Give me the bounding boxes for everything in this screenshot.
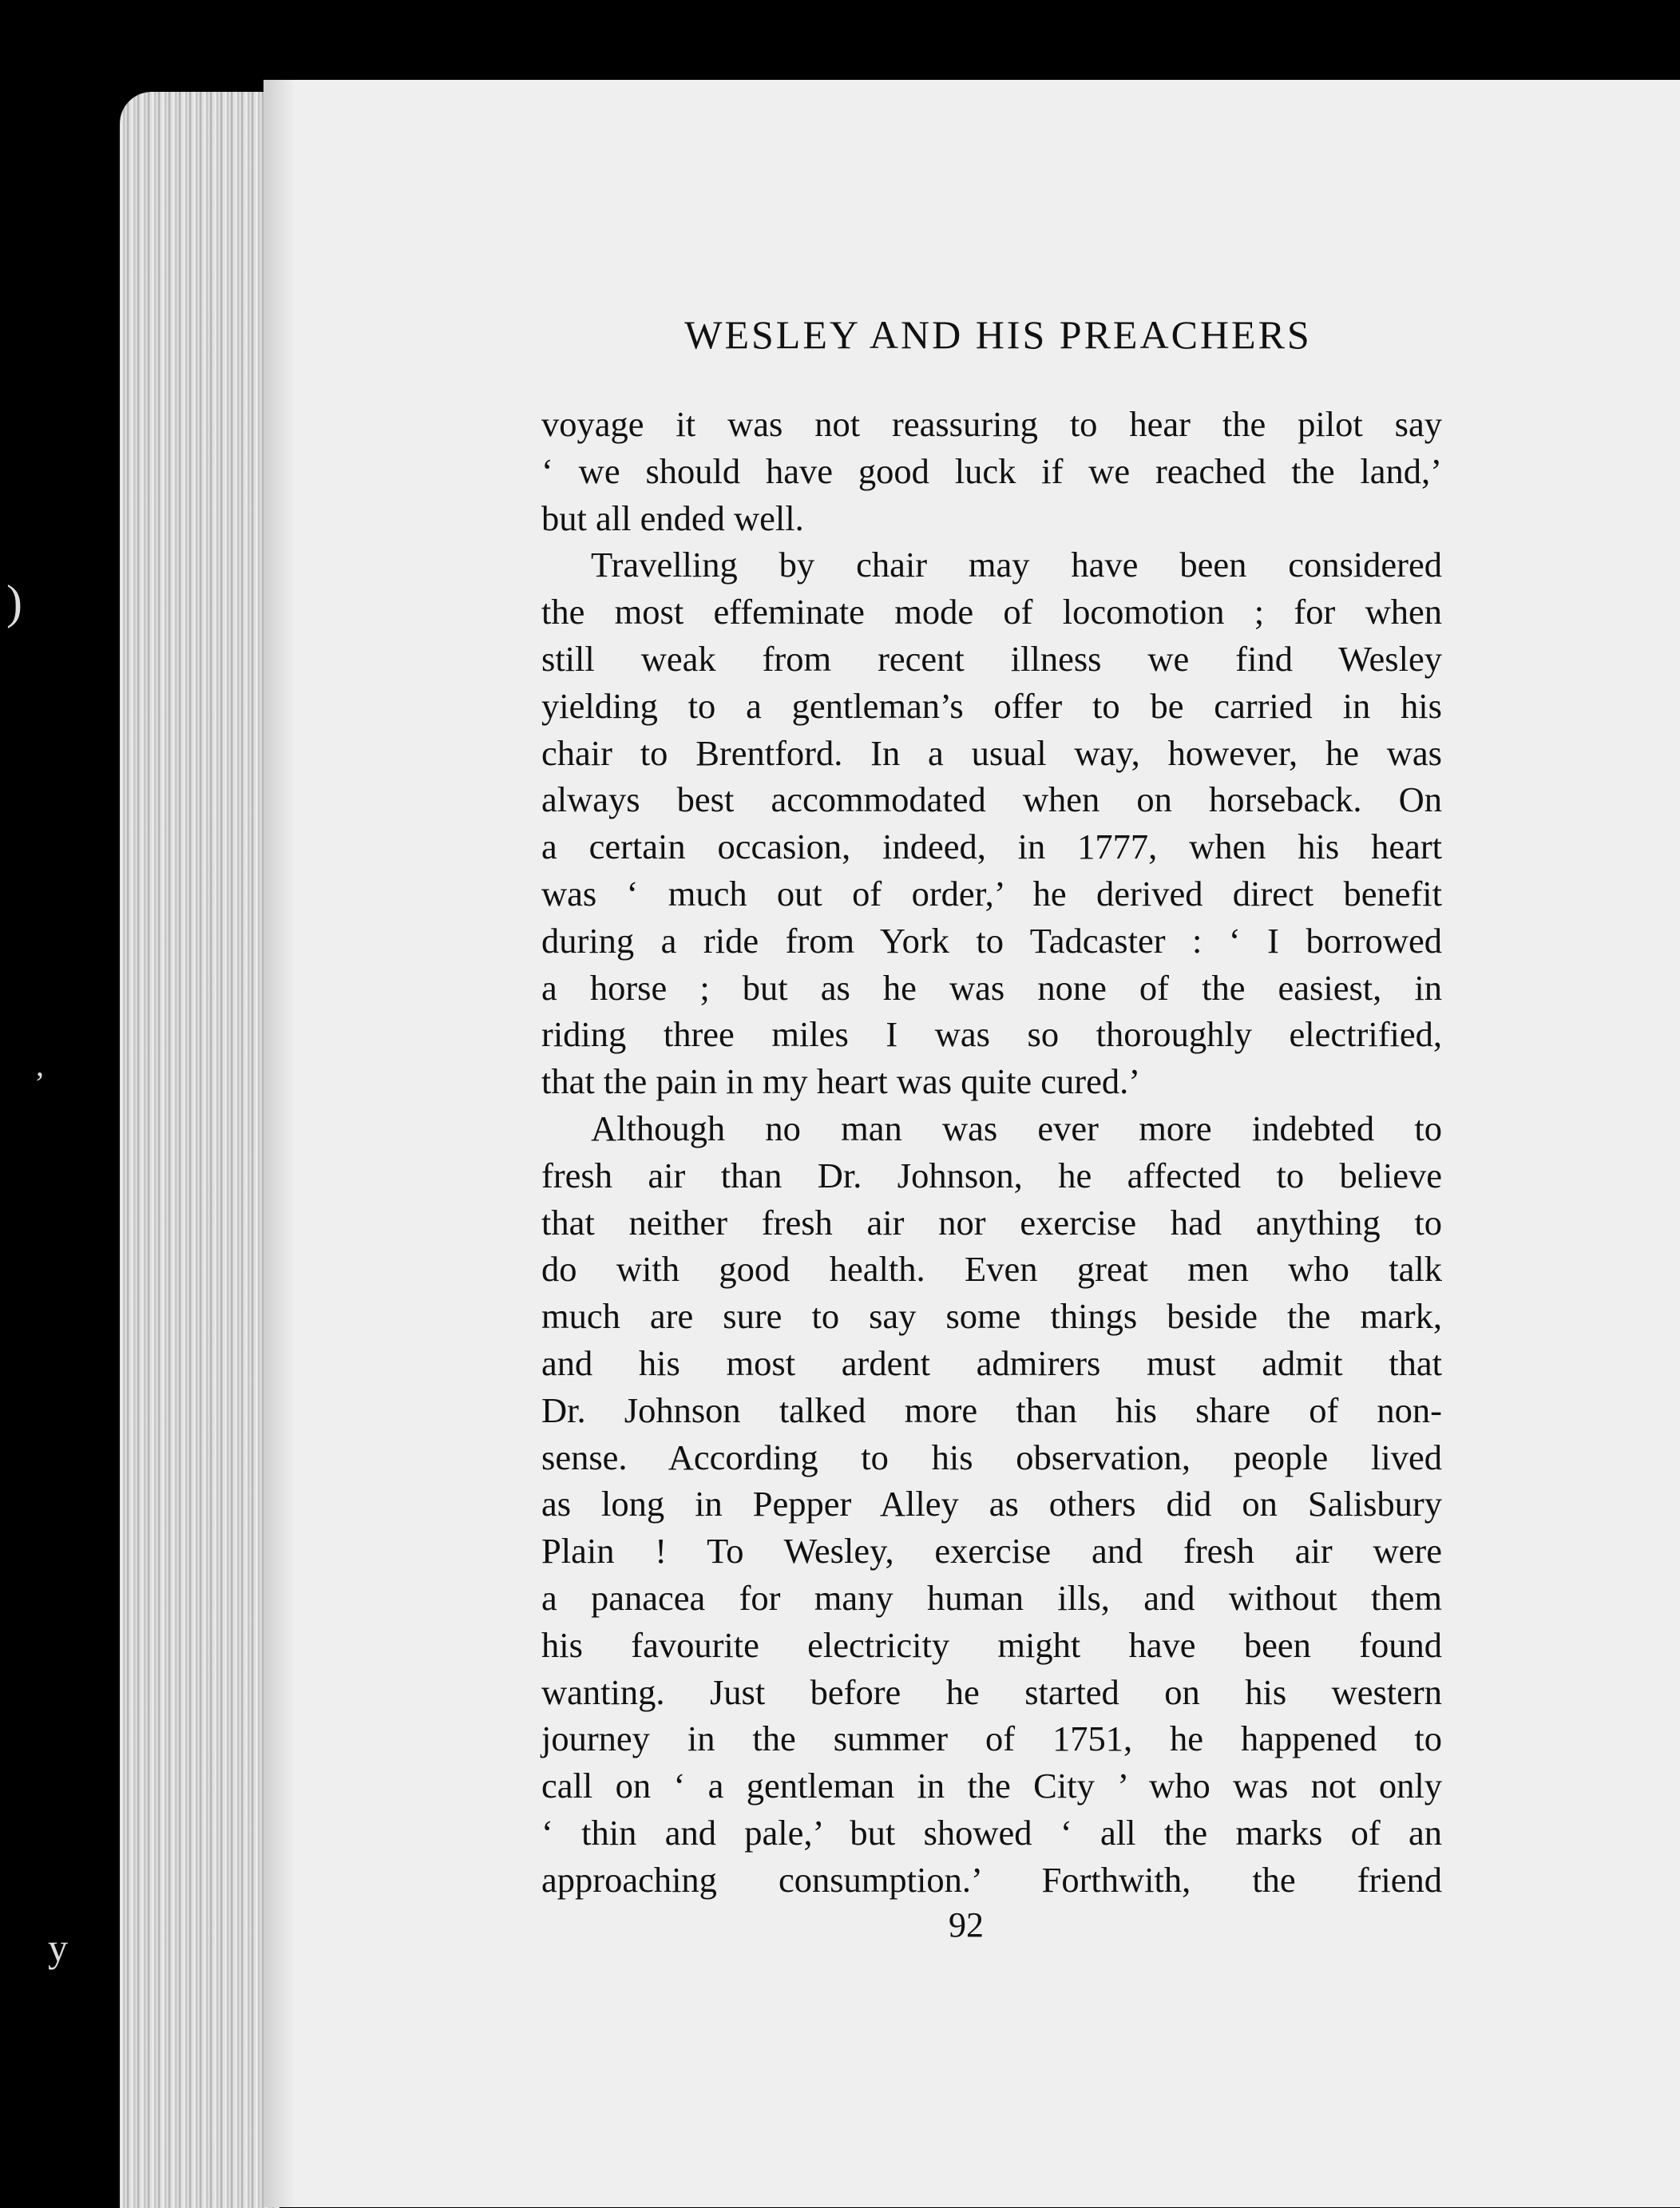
text-line: do with good health. Even great men who talk [541,1249,1442,1290]
margin-speck: ) [6,576,22,628]
text-line: a horse ; but as he was none of the easiest, in [541,967,1442,1008]
text-line: as long in Pepper Alley as others did on Salisbury [541,1484,1442,1524]
text-line: always best accommodated when on horseback. On [541,779,1442,820]
text-line: still weak from recent illness we find Wesley [541,638,1442,679]
text-line: was ‘ much out of order,’ he derived direct benefit [541,873,1442,914]
text-line: but all ended well. [541,497,804,538]
text-line: much are sure to say some things beside the mark, [541,1296,1442,1337]
text-line: and his most ardent admirers must admit that [541,1342,1442,1383]
text-line: yielding to a gentleman’s offer to be carried in his [541,685,1442,726]
text-line: Travelling by chair may have been considered [591,545,1442,585]
page-edges [120,92,279,2208]
text-line: that the pain in my heart was quite cured.’ [541,1061,1141,1102]
text-line: chair to Brentford. In a usual way, however, he was [541,732,1442,773]
text-line: the most effeminate mode of locomotion ; for when [541,592,1442,632]
margin-speck: y [48,1925,68,1970]
text-line: approaching consumption.’ Forthwith, the friend [541,1859,1442,1900]
text-line: his favourite electricity might have been found [541,1624,1442,1665]
text-line: sense. According to his observation, people lived [541,1437,1442,1477]
text-line: journey in the summer of 1751, he happened to [541,1718,1442,1759]
text-line: wanting. Just before he started on his western [541,1671,1442,1712]
margin-speck: , [36,1047,44,1083]
text-line: voyage it was not reassuring to hear the pilot say [541,404,1442,444]
running-head: WESLEY AND HIS PREACHERS [684,312,1312,357]
page-number: 92 [949,1905,984,1944]
text-line: riding three miles I was so thoroughly electrified, [541,1014,1442,1055]
text-line: during a ride from York to Tadcaster : ‘ I borrowed [541,920,1442,961]
text-line: fresh air than Dr. Johnson, he affected to believe [541,1155,1442,1195]
text-line: Plain ! To Wesley, exercise and fresh air were [541,1531,1442,1572]
binding-shadow [263,80,295,2207]
text-line: that neither fresh air nor exercise had anything to [541,1202,1442,1243]
body-text [541,401,1442,1904]
text-line: Dr. Johnson talked more than his share of non- [541,1389,1442,1430]
text-line: Although no man was ever more indebted to [591,1108,1442,1148]
text-line: ‘ thin and pale,’ but showed ‘ all the marks of an [541,1812,1442,1853]
text-line: call on ‘ a gentleman in the City ’ who was not only [541,1766,1442,1806]
text-line: ‘ we should have good luck if we reached the land,’ [541,450,1442,491]
text-line: a certain occasion, indeed, in 1777, when his heart [541,827,1442,867]
text-line: a panacea for many human ills, and without them [541,1577,1442,1618]
